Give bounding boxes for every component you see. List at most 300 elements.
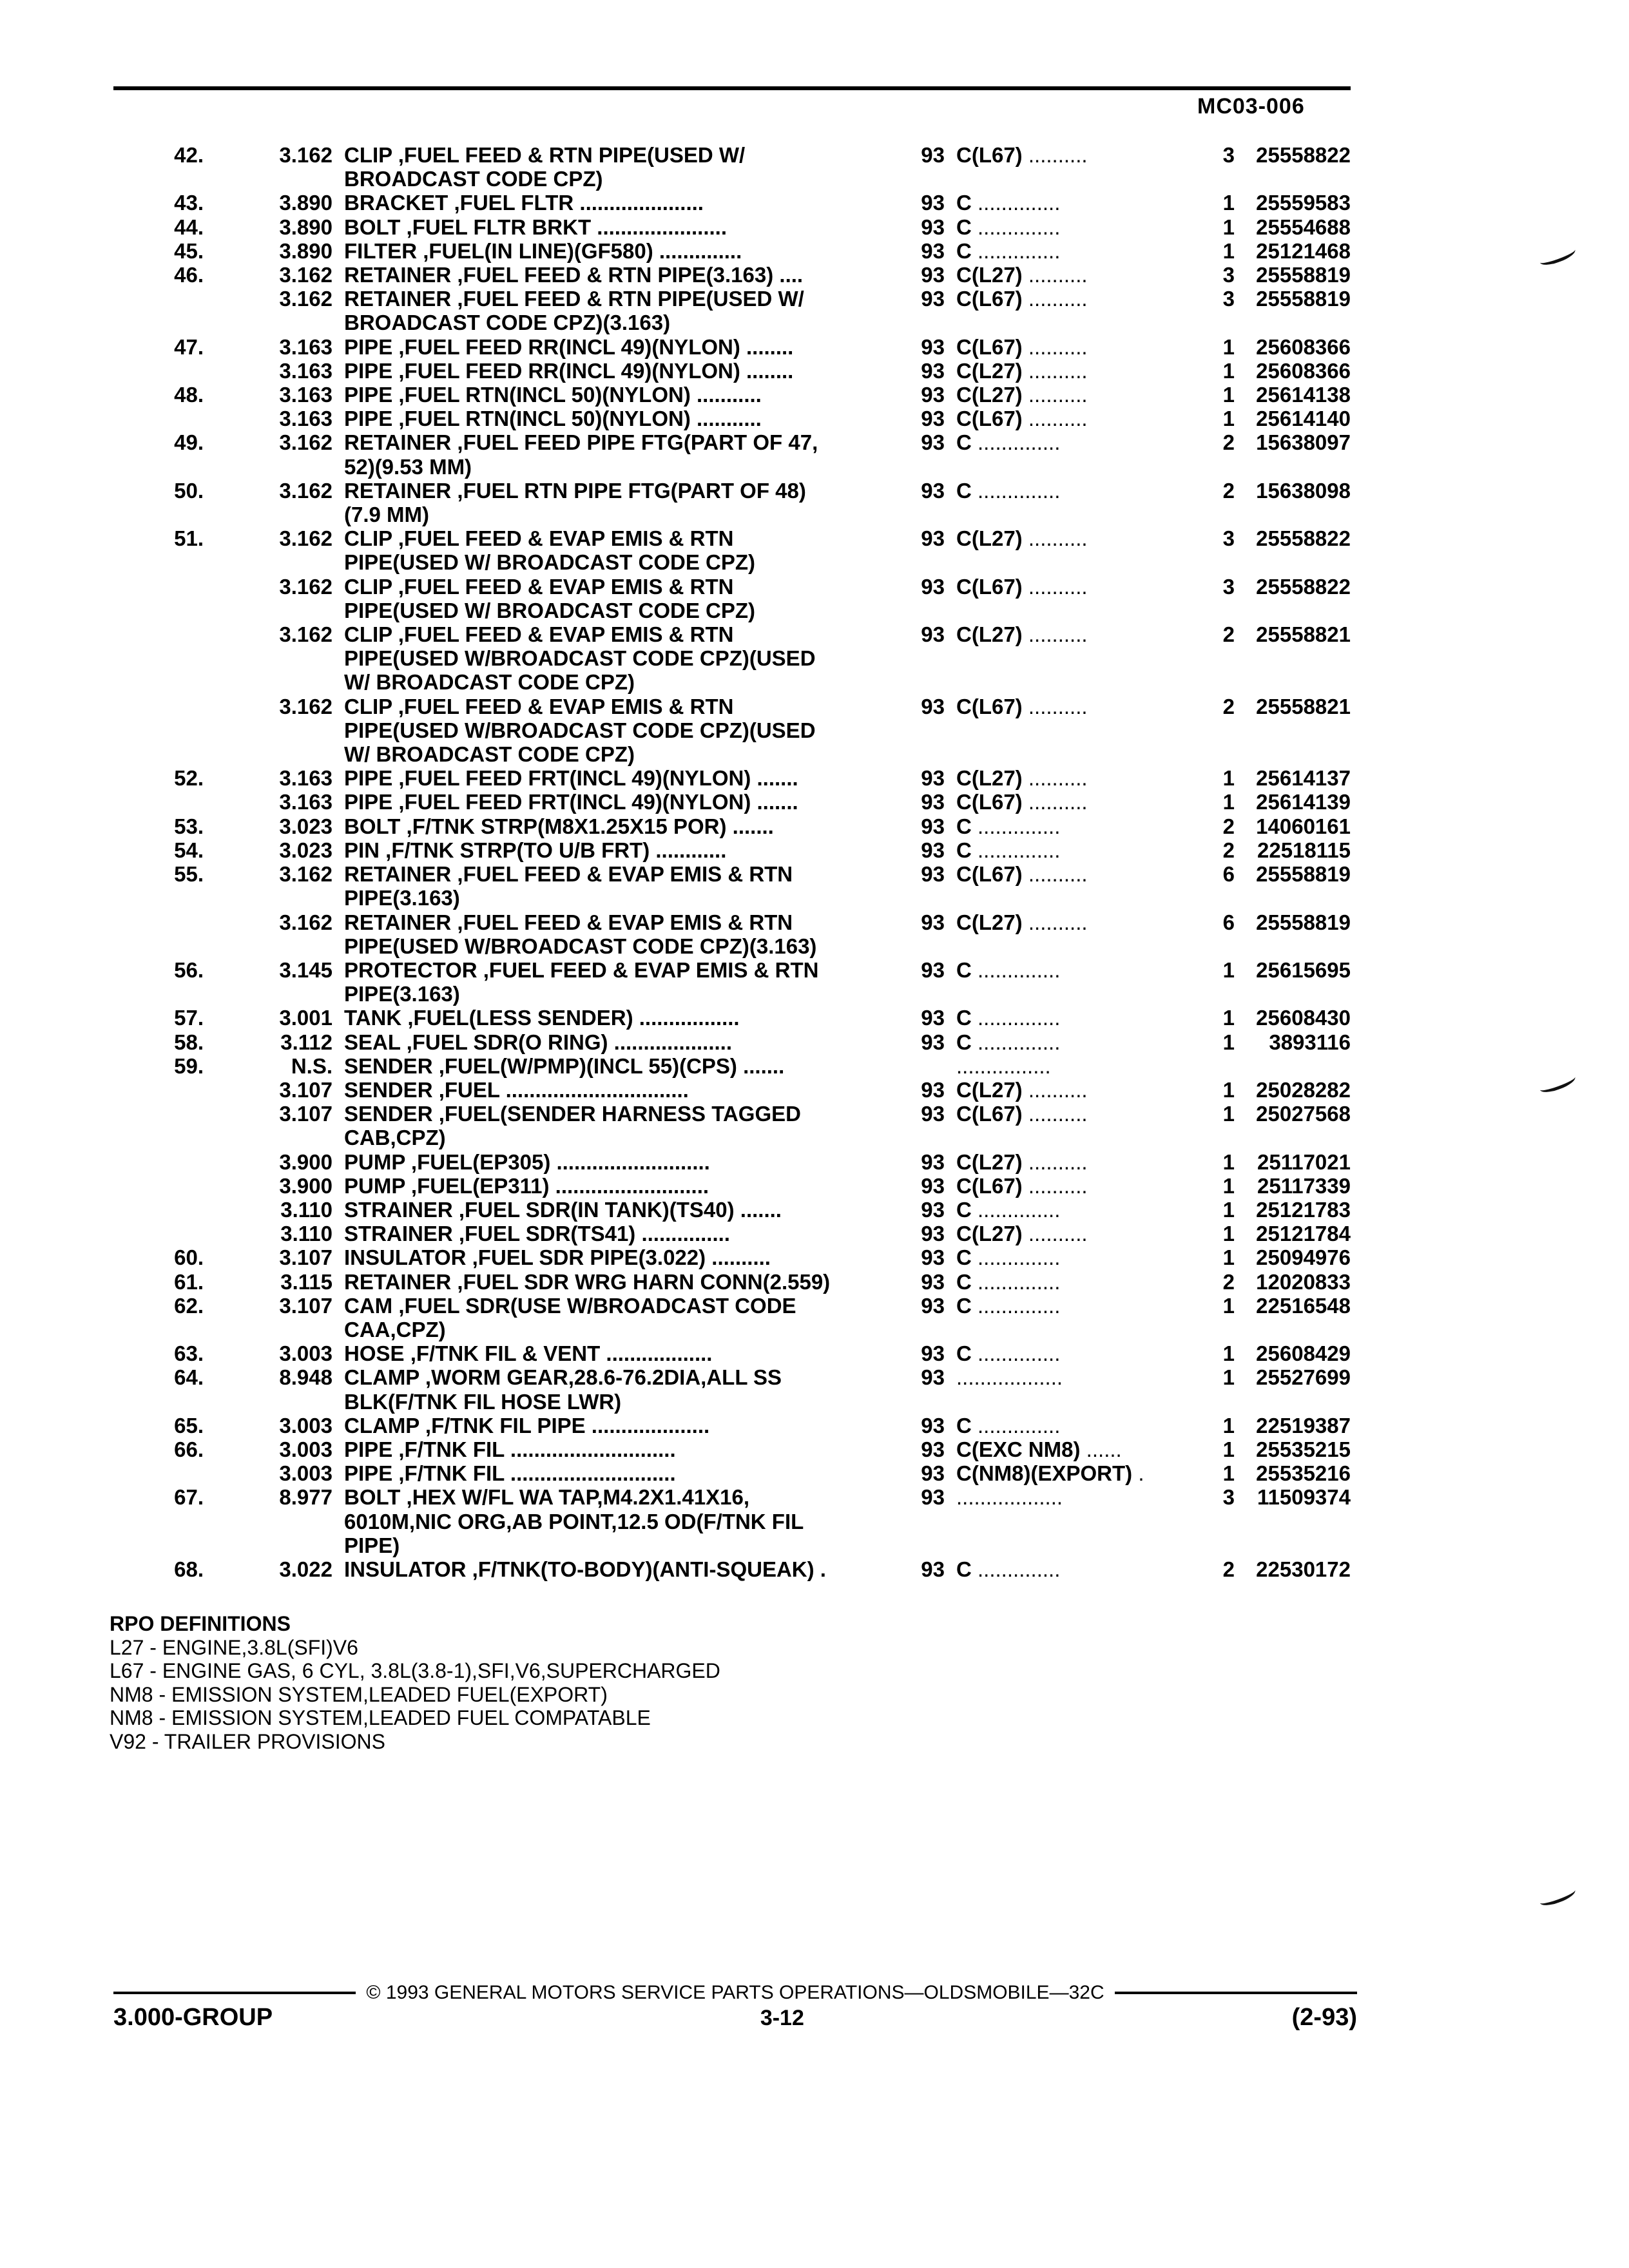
part-detail: ,FUEL FEED FRT(INCL 49)(NYLON) ....... [392, 790, 798, 814]
parts-row [113, 383, 1351, 407]
leader-dots: .......... [1022, 143, 1088, 167]
parts-row [113, 430, 1351, 478]
item-number: 54. [174, 838, 204, 862]
parts-row [113, 958, 1351, 1006]
part-number: 25558819 [1256, 862, 1351, 887]
leader-dots: .............. [971, 430, 1061, 455]
model-year: 93 [921, 1269, 945, 1294]
parts-row [113, 695, 1351, 767]
part-detail: ,FUEL(IN LINE)(GF580) .............. [417, 238, 742, 263]
item-number: 46. [174, 263, 204, 287]
part-number: 25121468 [1256, 238, 1351, 263]
item-number: 66. [174, 1437, 204, 1461]
part-name: SEAL [344, 1030, 401, 1054]
part-description [333, 910, 887, 958]
model-year: 93 [921, 814, 945, 838]
usage-code-text: C(NM8)(EXPORT) [956, 1461, 1133, 1486]
footer [113, 2004, 1357, 2032]
part-detail: ,FUEL FEED RR(INCL 49)(NYLON) ........ [392, 358, 794, 383]
part-number: 22519387 [1256, 1413, 1351, 1437]
usage-code [945, 910, 1202, 934]
part-description [333, 1461, 887, 1485]
quantity: 1 [1222, 1437, 1235, 1461]
parts-row [113, 1222, 1351, 1245]
usage-code-text: C(L27) [956, 766, 1023, 791]
parts-row [113, 1078, 1351, 1102]
usage-code-text: C [956, 1197, 972, 1222]
part-number: 25558822 [1256, 574, 1351, 599]
part-name: PIPE [344, 766, 393, 791]
quantity: 1 [1222, 1341, 1235, 1366]
part-name: PROTECTOR [344, 957, 477, 982]
model-year: 93 [921, 1102, 945, 1126]
part-name: RETAINER [344, 287, 452, 311]
leader-dots: .......... [1022, 1149, 1088, 1174]
part-description [333, 695, 887, 767]
usage-code [945, 814, 1202, 838]
model-year: 93 [921, 1006, 945, 1030]
part-number: 22530172 [1256, 1557, 1351, 1581]
group-number: 3.900 [279, 1149, 333, 1174]
usage-code [945, 766, 1202, 790]
usage-code-text: C [956, 1293, 972, 1318]
part-description [333, 838, 887, 862]
leader-dots: .............. [971, 215, 1061, 239]
parts-row [113, 814, 1351, 838]
model-year: 93 [921, 215, 945, 239]
group-number: 3.110 [280, 1222, 333, 1246]
usage-code-text: C [956, 191, 972, 215]
part-description [333, 1006, 887, 1030]
quantity: 1 [1222, 1365, 1235, 1390]
parts-row [113, 1245, 1351, 1269]
footer-rule-right [1115, 1992, 1357, 1994]
parts-row [113, 263, 1351, 287]
part-detail: ,FUEL FEED & EVAP EMIS & RTN PIPE(3.163) [344, 957, 819, 1006]
part-number: 25554688 [1256, 215, 1351, 239]
parts-row [113, 1365, 1351, 1413]
usage-code [945, 622, 1202, 646]
model-year: 93 [921, 407, 945, 431]
part-detail: ,FUEL ............................... [432, 1077, 689, 1102]
item-number: 55. [174, 862, 204, 887]
group-number: 3.162 [279, 430, 333, 455]
part-detail: ,FUEL FEED FRT(INCL 49)(NYLON) ....... [392, 766, 798, 791]
rpo-line: L67 - ENGINE GAS, 6 CYL, 3.8L(3.8-1),SFI,V6,SUPERCHARGED [110, 1659, 720, 1682]
part-detail: ,FUEL FLTR BRKT ...................... [400, 215, 727, 239]
group-number: 3.023 [279, 814, 333, 838]
part-number: 25608430 [1256, 1006, 1351, 1030]
group-number: 3.163 [279, 383, 333, 407]
quantity: 1 [1222, 238, 1235, 263]
usage-code [945, 407, 1202, 430]
usage-code-text: C [956, 1413, 972, 1437]
model-year: 93 [921, 334, 945, 359]
parts-row [113, 1054, 1351, 1078]
quantity: 3 [1222, 574, 1235, 599]
group-number: 3.001 [279, 1006, 333, 1030]
quantity: 1 [1222, 215, 1235, 239]
leader-dots: .............. [971, 1006, 1061, 1030]
rpo-title: RPO DEFINITIONS [110, 1612, 291, 1635]
part-detail: ,FUEL FEED & RTN PIPE(USED W/ BROADCAST CODE CPZ) [344, 143, 746, 191]
usage-code-text: C(L67) [956, 1173, 1023, 1198]
part-name: HOSE [344, 1341, 405, 1366]
model-year: 93 [921, 1365, 945, 1390]
group-number: 3.145 [279, 957, 333, 982]
parts-row [113, 1030, 1351, 1054]
quantity: 2 [1222, 622, 1235, 647]
part-number: 25558822 [1256, 143, 1351, 167]
group-number: 3.163 [279, 790, 333, 814]
part-description [333, 1030, 887, 1054]
model-year: 93 [921, 238, 945, 263]
item-number: 65. [174, 1413, 204, 1437]
leader-dots: .......... [1022, 1102, 1088, 1126]
usage-code-text: C [956, 1006, 972, 1030]
leader-dots: .............. [971, 1557, 1061, 1581]
model-year: 93 [921, 287, 945, 311]
part-name: BOLT [344, 814, 401, 838]
parts-row [113, 239, 1351, 263]
part-detail: ,FUEL(EP311) .......................... [405, 1173, 709, 1198]
usage-code-text: C(EXC NM8) [956, 1437, 1081, 1461]
usage-code-text: C [956, 1030, 972, 1054]
part-name: BOLT [344, 1485, 401, 1510]
usage-code-text: C [956, 430, 972, 455]
leader-dots: .......... [1022, 766, 1088, 791]
leader-dots: .............. [971, 814, 1061, 838]
quantity: 2 [1222, 1269, 1235, 1294]
part-description [333, 1341, 887, 1365]
top-rule [113, 86, 1351, 90]
part-detail: ,HEX W/FL WA TAP,M4.2X1.41X16, 6010M,NIC ORG,AB POINT,12.5 OD(F/TNK FIL PIPE) [344, 1485, 804, 1557]
model-year: 93 [921, 957, 945, 982]
part-number: 11509374 [1257, 1485, 1351, 1510]
usage-code [945, 1365, 1202, 1389]
group-number: 3.023 [279, 838, 333, 862]
usage-code-text: C(L67) [956, 694, 1023, 718]
group-number: 3.107 [279, 1245, 333, 1270]
part-description [333, 1557, 887, 1581]
part-description [333, 407, 887, 430]
part-description [333, 1102, 887, 1149]
quantity: 1 [1222, 407, 1235, 431]
part-name: INSULATOR [344, 1557, 467, 1581]
part-detail: ,FUEL FEED RR(INCL 49)(NYLON) ........ [392, 334, 794, 359]
part-number: 25558821 [1256, 622, 1351, 647]
parts-row [113, 575, 1351, 622]
part-name: CLIP [344, 526, 392, 551]
usage-code [945, 1557, 1202, 1581]
part-description [333, 383, 887, 407]
part-description [333, 1414, 887, 1437]
part-detail: ,FUEL SDR(O RING) .................... [400, 1030, 733, 1054]
model-year: 93 [921, 1293, 945, 1318]
model-year: 93 [921, 358, 945, 383]
usage-code [945, 1174, 1202, 1198]
usage-code-text: C(L67) [956, 574, 1023, 599]
model-year: 93 [921, 383, 945, 407]
leader-dots: .................. [956, 1485, 1063, 1510]
part-description [333, 239, 887, 263]
item-number: 53. [174, 814, 204, 838]
parts-list [113, 143, 1351, 1581]
page-number: 3-12 [760, 2006, 804, 2030]
part-detail: ,WORM GEAR,28.6-76.2DIA,ALL SS BLK(F/TNK FIL HOSE LWR) [344, 1365, 782, 1414]
model-year: 93 [921, 526, 945, 551]
part-number: 25121783 [1256, 1197, 1351, 1222]
part-name: STRAINER [344, 1222, 453, 1246]
leader-dots: .......... [1022, 263, 1088, 287]
part-number: 25558819 [1256, 910, 1351, 934]
leader-dots: .............. [971, 1341, 1061, 1366]
part-detail: ,FUEL FEED & RTN PIPE(3.163) .... [451, 263, 804, 287]
item-number: 62. [174, 1293, 204, 1318]
part-name: CLAMP [344, 1365, 419, 1390]
quantity: 1 [1222, 1173, 1235, 1198]
quantity: 1 [1222, 1413, 1235, 1437]
page-date: (2-93) [1291, 2004, 1357, 2031]
item-number: 60. [174, 1245, 204, 1270]
part-name: CLIP [344, 622, 392, 647]
item-number: 61. [174, 1269, 204, 1294]
footer-copyright-row [113, 1982, 1357, 2004]
usage-code [945, 1485, 1202, 1509]
part-detail: ,F/TNK STRP(TO U/B FRT) ............ [380, 838, 727, 862]
leader-dots: .......... [1022, 574, 1088, 599]
part-name: PIPE [344, 1461, 393, 1486]
punch-mark [1537, 244, 1577, 269]
part-name: RETAINER [344, 862, 452, 887]
part-name: SENDER [344, 1077, 433, 1102]
leader-dots: .............. [971, 838, 1061, 862]
group-number: 3.900 [279, 1173, 333, 1198]
part-description [333, 335, 887, 359]
leader-dots: .............. [971, 1413, 1061, 1437]
quantity: 2 [1222, 838, 1235, 862]
part-description [333, 430, 887, 478]
quantity: 3 [1222, 263, 1235, 287]
usage-code-text: C(L67) [956, 862, 1023, 887]
model-year: 93 [921, 1245, 945, 1270]
part-name: RETAINER [344, 478, 452, 503]
quantity: 1 [1222, 334, 1235, 359]
part-description [333, 1270, 887, 1294]
leader-dots: .......... [1022, 862, 1088, 887]
leader-dots: .......... [1022, 383, 1088, 407]
part-name: CLAMP [344, 1413, 419, 1437]
item-number: 52. [174, 766, 204, 791]
part-detail: ,FUEL RTN PIPE FTG(PART OF 48) (7.9 MM) [344, 478, 806, 527]
quantity: 1 [1222, 1222, 1235, 1246]
part-number: 22516548 [1256, 1293, 1351, 1318]
model-year: 93 [921, 862, 945, 887]
model-year: 93 [921, 1222, 945, 1246]
part-description [333, 1198, 887, 1222]
group-number: 3.107 [279, 1077, 333, 1102]
leader-dots: ................ [956, 1053, 1051, 1078]
model-year: 93 [921, 1173, 945, 1198]
part-detail: ,FUEL(EP305) .......................... [405, 1149, 710, 1174]
punch-mark [1537, 1885, 1577, 1909]
part-detail: ,FUEL FLTR ..................... [448, 191, 704, 215]
part-name: SENDER [344, 1053, 433, 1078]
item-number: 63. [174, 1341, 204, 1366]
usage-code [945, 695, 1202, 718]
item-number: 57. [174, 1006, 204, 1030]
group-number: 3.163 [279, 407, 333, 431]
part-name: RETAINER [344, 1269, 452, 1294]
parts-row [113, 862, 1351, 910]
model-year: 93 [921, 1437, 945, 1461]
part-detail: ,FUEL SDR(TS41) ............... [452, 1222, 730, 1246]
part-detail: ,FUEL SDR(IN TANK)(TS40) ....... [452, 1197, 782, 1222]
quantity: 1 [1222, 790, 1235, 814]
part-number: 25535216 [1256, 1461, 1351, 1486]
model-year: 93 [921, 910, 945, 934]
part-description [333, 1222, 887, 1245]
usage-code-text: C [956, 814, 972, 838]
usage-code-text: C [956, 1557, 972, 1581]
rpo-line: L27 - ENGINE,3.8L(SFI)V6 [110, 1635, 358, 1659]
item-number: 45. [174, 238, 204, 263]
quantity: 1 [1222, 1461, 1235, 1486]
quantity: 2 [1222, 694, 1235, 718]
part-number: 25558819 [1256, 287, 1351, 311]
part-name: INSULATOR [344, 1245, 467, 1270]
usage-code-text: C(L27) [956, 383, 1023, 407]
part-description [333, 575, 887, 622]
part-name: CLIP [344, 143, 392, 167]
group-number: 3.162 [279, 526, 333, 551]
item-number: 50. [174, 478, 204, 503]
item-number: 44. [174, 215, 204, 239]
model-year: 93 [921, 1485, 945, 1510]
part-name: SENDER [344, 1102, 433, 1126]
leader-dots: .......... [1022, 1077, 1088, 1102]
group-number: 3.003 [279, 1461, 333, 1486]
parts-row [113, 1341, 1351, 1365]
item-number: 68. [174, 1557, 204, 1581]
part-detail: ,F/TNK FIL & VENT .................. [404, 1341, 713, 1366]
part-description [333, 766, 887, 790]
usage-code-text: C(L67) [956, 143, 1023, 167]
usage-code-text: C [956, 215, 972, 239]
part-detail: ,FUEL RTN(INCL 50)(NYLON) ........... [392, 383, 762, 407]
part-number: 25558822 [1256, 526, 1351, 551]
item-number: 43. [174, 191, 204, 215]
usage-code [945, 790, 1202, 814]
usage-code [945, 287, 1202, 311]
part-description [333, 263, 887, 287]
leader-dots: .................. [956, 1365, 1063, 1390]
quantity: 1 [1222, 383, 1235, 407]
part-detail: ,FUEL FEED & EVAP EMIS & RTN PIPE(USED W/ BROADCAST CODE CPZ) [344, 574, 756, 622]
group-number: 3.162 [279, 478, 333, 503]
model-year: 93 [921, 766, 945, 791]
part-number: 25558819 [1256, 263, 1351, 287]
group-number: 3.890 [279, 215, 333, 239]
usage-code [945, 1030, 1202, 1054]
usage-code [945, 1054, 1202, 1078]
item-number: 56. [174, 957, 204, 982]
parts-row [113, 1557, 1351, 1581]
model-year: 93 [921, 1557, 945, 1581]
usage-code [945, 1198, 1202, 1222]
part-name: PUMP [344, 1149, 405, 1174]
quantity: 1 [1222, 1197, 1235, 1222]
model-year: 93 [921, 1077, 945, 1102]
part-detail: ,FUEL(SENDER HARNESS TAGGED CAB,CPZ) [344, 1102, 801, 1150]
leader-dots: .......... [1022, 1222, 1088, 1246]
usage-code-text: C(L67) [956, 287, 1023, 311]
quantity: 1 [1222, 1077, 1235, 1102]
model-year: 93 [921, 574, 945, 599]
part-name: PIPE [344, 334, 393, 359]
part-number: 25117339 [1257, 1173, 1351, 1198]
usage-code-text: C(L27) [956, 622, 1023, 647]
usage-code [945, 958, 1202, 982]
group-number: 3.162 [279, 263, 333, 287]
part-description [333, 622, 887, 695]
part-name: CAM [344, 1293, 393, 1318]
part-number: 25615695 [1256, 957, 1351, 982]
leader-dots: .......... [1022, 622, 1088, 647]
part-detail: ,F/TNK FIL ............................ [392, 1437, 676, 1461]
part-detail: ,FUEL FEED & EVAP EMIS & RTN PIPE(USED W/BROADCAST CODE CPZ)(USED W/ BROADCAST CODE CPZ) [344, 622, 816, 695]
item-number: 51. [174, 526, 204, 551]
parts-row [113, 1294, 1351, 1341]
group-number: 3.110 [280, 1197, 333, 1222]
rpo-line: NM8 - EMISSION SYSTEM,LEADED FUEL COMPATABLE [110, 1706, 651, 1729]
usage-code-text: C(L67) [956, 334, 1023, 359]
leader-dots: .............. [971, 238, 1061, 263]
leader-dots: .......... [1022, 526, 1088, 551]
copyright-text: © 1993 GENERAL MOTORS SERVICE PARTS OPERATIONS—OLDSMOBILE—32C [366, 1982, 1104, 2003]
usage-code-text: C [956, 1245, 972, 1270]
part-description [333, 862, 887, 910]
model-year: 93 [921, 478, 945, 503]
part-number: 25614138 [1256, 383, 1351, 407]
group-number: 3.003 [279, 1341, 333, 1366]
part-description [333, 526, 887, 574]
parts-row [113, 766, 1351, 790]
part-name: TANK [344, 1006, 402, 1030]
part-description [333, 1174, 887, 1198]
usage-code [945, 479, 1202, 503]
quantity: 1 [1222, 1006, 1235, 1030]
parts-row [113, 335, 1351, 359]
usage-code [945, 1222, 1202, 1245]
quantity: 3 [1222, 1485, 1235, 1510]
part-number: 25121784 [1256, 1222, 1351, 1246]
rpo-definitions [110, 1612, 720, 1753]
usage-code [945, 1414, 1202, 1437]
usage-code [945, 239, 1202, 263]
model-year: 93 [921, 143, 945, 167]
part-description [333, 1150, 887, 1174]
part-name: CLIP [344, 574, 392, 599]
rpo-line: V92 - TRAILER PROVISIONS [110, 1729, 385, 1753]
usage-code-text: C [956, 478, 972, 503]
usage-code-text: C [956, 238, 972, 263]
item-number: 48. [174, 383, 204, 407]
parts-row [113, 359, 1351, 383]
leader-dots: .............. [971, 191, 1061, 215]
part-detail: ,FUEL FEED & RTN PIPE(USED W/ BROADCAST CODE CPZ)(3.163) [344, 287, 804, 335]
parts-row [113, 622, 1351, 695]
